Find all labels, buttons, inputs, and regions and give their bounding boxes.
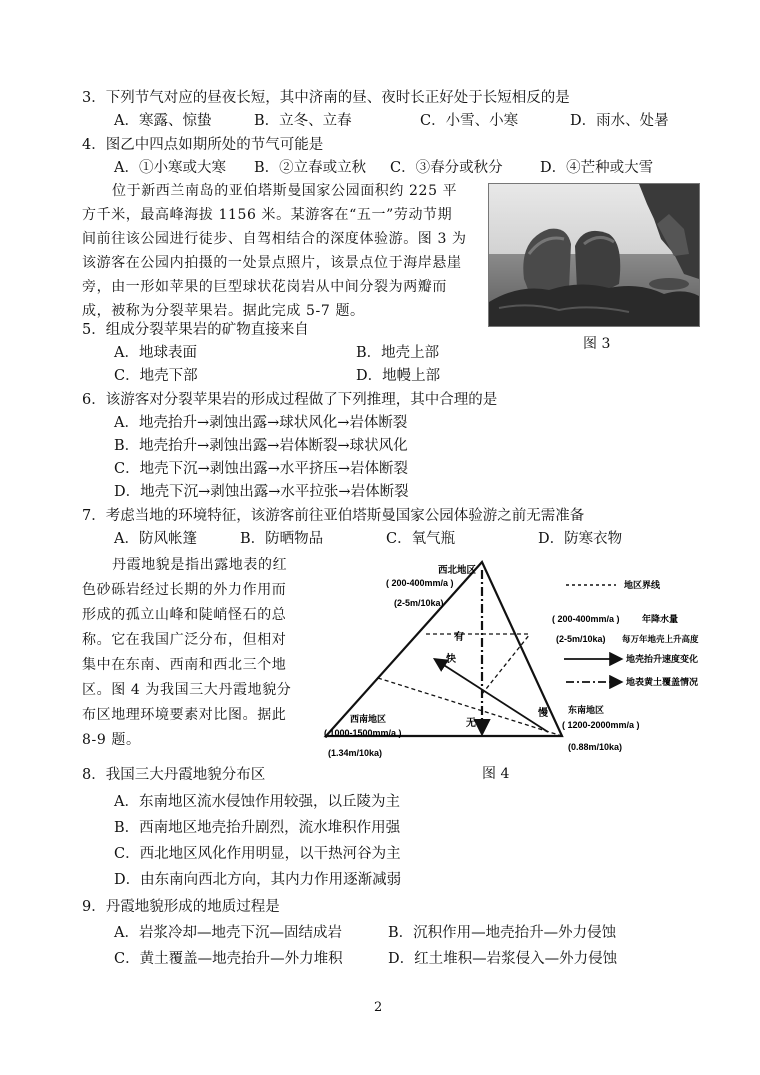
legend-speed: 地壳抬升速度变化 [626, 654, 699, 664]
q6-option-a: A．地壳抬升→剥蚀出露→球状风化→岩体断裂 [114, 415, 408, 431]
q3-option-a: A．寒露、惊蛰 [114, 113, 212, 129]
passage1-line-1: 位于新西兰南岛的亚伯塔斯曼国家公园面积约 225 平 [112, 183, 458, 199]
passage2-line-4: 称。它在我国广泛分布，但相对 [82, 632, 287, 648]
label-man: 慢 [538, 708, 548, 719]
q5-option-a: A．地球表面 [114, 345, 197, 361]
q3-option-d: D．雨水、处暑 [570, 113, 669, 129]
legend-uplift: 每万年地壳上升高度 [622, 634, 699, 644]
q9-option-d: D．红土堆积—岩浆侵入—外力侵蚀 [388, 951, 618, 967]
q9-option-a: A．岩浆冷却—地壳下沉—固结成岩 [114, 925, 342, 941]
legend-cover: 地表黄土覆盖情况 [626, 677, 699, 687]
q7-stem: 7．考虑当地的环境特征，该游客前往亚伯塔斯曼国家公园体验游之前无需准备 [82, 508, 585, 524]
q4-option-c: C．③春分或秋分 [390, 160, 503, 176]
fig4-caption: 图 4 [482, 766, 510, 782]
label-wu: 无 [466, 718, 476, 729]
q8-option-c: C．西北地区风化作用明显，以干热河谷为主 [114, 846, 401, 862]
q8-stem: 8．我国三大丹霞地貌分布区 [82, 767, 266, 783]
passage2-line-6: 区。图 4 为我国三大丹霞地貌分 [82, 682, 292, 698]
sw-rain: ( 1000-1500mm/a ) [324, 728, 402, 738]
danxia-comparison-diagram [316, 556, 736, 766]
q7-option-b: B．防晒物品 [240, 531, 324, 547]
nw-rain: ( 200-400mm/a ) [386, 578, 454, 588]
passage2-line-1: 丹霞地貌是指出露地表的红 [112, 557, 288, 573]
q5-stem: 5．组成分裂苹果岩的矿物直接来自 [82, 322, 309, 338]
q9-option-c: C．黄土覆盖—地壳抬升—外力堆积 [114, 951, 343, 967]
q5-option-d: D．地幔上部 [356, 368, 441, 384]
se-rain: ( 1200-2000mm/a ) [562, 720, 640, 730]
passage2-line-8: 8-9 题。 [82, 732, 141, 748]
q5-option-c: C．地壳下部 [114, 368, 198, 384]
q3-stem: 3．下列节气对应的昼夜长短，其中济南的昼、夜时长正好处于长短相反的是 [82, 90, 570, 106]
passage2-line-7: 布区地理环境要素对比图。据此 [82, 707, 287, 723]
passage1-line-3: 间前往该公园进行徒步、自驾相结合的深度体验游。图 3 为 [82, 231, 467, 247]
q7-option-a: A．防风帐篷 [114, 531, 197, 547]
q6-option-b: B．地壳抬升→剥蚀出露→岩体断裂→球状风化 [114, 438, 408, 454]
se-title: 东南地区 [568, 705, 605, 715]
triangle-outline [326, 562, 562, 736]
legend-rain-value: ( 200-400mm/a ) [552, 614, 620, 624]
label-kuai: 快 [446, 654, 456, 665]
passage2-line-5: 集中在东南、西南和西北三个地 [82, 657, 287, 673]
q4-option-d: D．④芒种或大雪 [540, 160, 654, 176]
sw-uplift: (1.34m/10ka) [328, 748, 383, 758]
passage1-line-6: 成，被称为分裂苹果岩。据此完成 5-7 题。 [82, 303, 365, 319]
sw-title: 西南地区 [350, 714, 387, 724]
page-number: 2 [374, 1000, 383, 1015]
se-uplift: (0.88m/10ka) [568, 742, 623, 752]
q4-stem: 4．图乙中四点如期所处的节气可能是 [82, 137, 324, 153]
q3-option-c: C．小雪、小寒 [420, 113, 519, 129]
q8-option-a: A．东南地区流水侵蚀作用较强，以丘陵为主 [114, 794, 400, 810]
boundary-line-mid [482, 634, 530, 694]
q6-option-d: D．地壳下沉→剥蚀出露→水平拉张→岩体断裂 [114, 484, 409, 500]
q5-option-b: B．地壳上部 [356, 345, 440, 361]
q8-option-d: D．由东南向西北方向，其内力作用逐渐减弱 [114, 872, 402, 888]
q4-option-b: B．②立春或立秋 [254, 160, 367, 176]
q9-option-b: B．沉积作用—地壳抬升—外力侵蚀 [388, 925, 617, 941]
passage2-line-3: 形成的孤立山峰和陡峭怪石的总 [82, 607, 287, 623]
split-apple-rock-photo [488, 183, 700, 327]
legend-uplift-value: (2-5m/10ka) [556, 634, 606, 644]
nw-uplift: (2-5m/10ka) [394, 598, 444, 608]
legend-boundary: 地区界线 [624, 580, 661, 590]
passage1-line-5: 旁，由一形如苹果的巨型球状花岗岩从中间分裂为两瓣而 [82, 279, 447, 295]
q9-stem: 9．丹霞地貌形成的地质过程是 [82, 899, 280, 915]
nw-title: 西北地区 [438, 565, 477, 576]
q3-option-b: B．立冬、立春 [254, 113, 352, 129]
q7-option-c: C．氧气瓶 [386, 531, 456, 547]
passage1-line-4: 该游客在公园内拍摄的一处景点照片，该景点位于海岸悬崖 [82, 255, 462, 271]
fig3-caption: 图 3 [583, 336, 611, 352]
q6-stem: 6．该游客对分裂苹果岩的形成过程做了下列推理，其中合理的是 [82, 392, 498, 408]
q6-option-c: C．地壳下沉→剥蚀出露→水平挤压→岩体断裂 [114, 461, 409, 477]
passage1-line-2: 方千米，最高峰海拔 1156 米。某游客在“五一”劳动节期 [82, 207, 453, 223]
legend-rain: 年降水量 [642, 614, 679, 624]
q8-option-b: B．西南地区地壳抬升剧烈，流水堆积作用强 [114, 820, 401, 836]
q7-option-d: D．防寒衣物 [538, 531, 623, 547]
passage2-line-2: 色砂砾岩经过长期的外力作用而 [82, 582, 287, 598]
label-you: 有 [454, 632, 464, 643]
q4-option-a: A．①小寒或大寒 [114, 160, 226, 176]
